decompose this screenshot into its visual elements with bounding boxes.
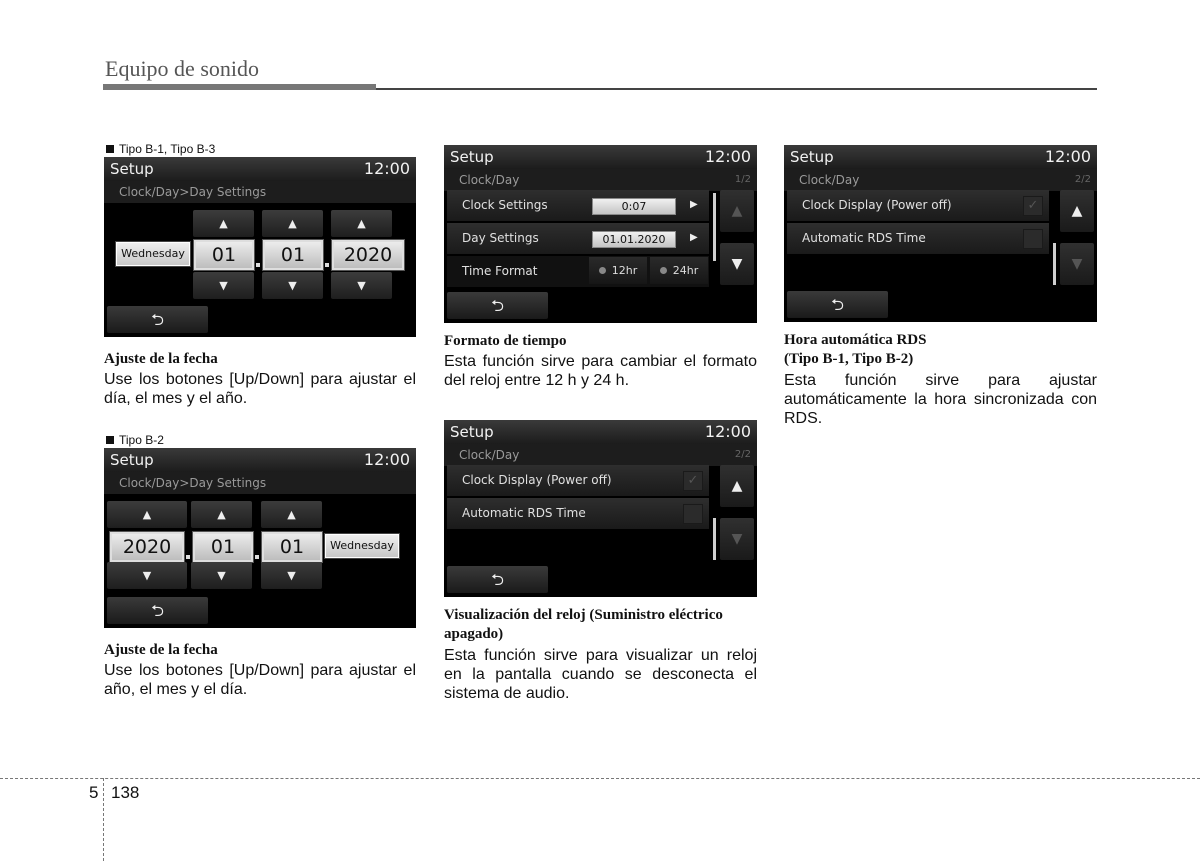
screen-day-settings-b2 [104, 448, 416, 628]
scroll-up-button[interactable]: ▲ [1060, 190, 1094, 232]
square-bullet-icon [106, 436, 114, 444]
screen-clock: 12:00 [363, 159, 410, 178]
day-down-button[interactable]: ▼ [261, 562, 322, 589]
radio-dot-icon [599, 267, 606, 274]
separator-dot [256, 263, 260, 267]
page-header-title: Equipo de sonido [105, 56, 259, 81]
year-down-button[interactable]: ▼ [107, 562, 187, 589]
menu-row-rds-time[interactable]: Automatic RDS Time [787, 223, 1049, 254]
year-field[interactable]: 2020 [110, 532, 184, 562]
page-indicator: 2/2 [1074, 174, 1091, 185]
separator-dot [325, 263, 329, 267]
caption-tipo-b1-b3: Tipo B-1, Tipo B-3 [106, 142, 215, 156]
day-field[interactable]: 01 [194, 240, 254, 270]
screen-clock-day-rds [784, 145, 1097, 322]
menu-row-day-settings[interactable]: Day Settings 01.01.2020 ▶ [447, 223, 709, 254]
screen-clock: 12:00 [363, 450, 410, 469]
screen-clock-day-1 [444, 145, 757, 323]
screen-title: Setup [450, 148, 494, 166]
section-body: Esta función sirve para ajustar automáticamente la hora sincronizada con RDS. [784, 372, 1097, 427]
section-heading: Ajuste de la fecha [104, 351, 218, 367]
radio-12hr[interactable]: 12hr [589, 257, 647, 284]
clock-value: 0:07 [592, 198, 676, 215]
month-down-button[interactable]: ▼ [191, 562, 252, 589]
screen-day-settings-b1 [104, 157, 416, 337]
back-button[interactable]: ⮌ [447, 566, 548, 593]
screen-title: Setup [110, 451, 154, 469]
year-up-button[interactable]: ▲ [331, 210, 392, 237]
menu-row-time-format: Time Format [447, 256, 709, 287]
header-rule-thin [376, 88, 1097, 90]
screen-clock: 12:00 [1044, 147, 1091, 166]
caption-tipo-b2: Tipo B-2 [106, 433, 164, 447]
menu-row-clock-display[interactable]: Clock Display (Power off) ✓ [787, 190, 1049, 221]
scroll-up-button[interactable]: ▲ [720, 190, 754, 232]
section-heading: Hora automática RDS [784, 332, 927, 348]
breadcrumb: Clock/Day>Day Settings [119, 476, 267, 490]
year-up-button[interactable]: ▲ [107, 501, 187, 528]
month-field[interactable]: 01 [193, 532, 253, 562]
day-up-button[interactable]: ▲ [261, 501, 322, 528]
square-bullet-icon [106, 145, 114, 153]
scroll-up-button[interactable]: ▲ [720, 465, 754, 507]
chapter-number: 5 [89, 783, 99, 802]
section-heading: Visualización del reloj (Suministro eléctrico apagado) [444, 607, 723, 642]
weekday-field[interactable]: Wednesday [325, 534, 399, 558]
screen-title: Setup [790, 148, 834, 166]
back-button[interactable]: ⮌ [107, 306, 208, 333]
screen-title: Setup [110, 160, 154, 178]
submenu-title: Clock/Day [459, 173, 520, 187]
day-field[interactable]: 01 [262, 532, 322, 562]
screen-clock-day-2 [444, 420, 757, 597]
checkbox-checked-icon[interactable]: ✓ [1023, 196, 1043, 216]
checkbox-icon[interactable] [1023, 229, 1043, 249]
scroll-down-button[interactable]: ▼ [720, 518, 754, 560]
month-field[interactable]: 01 [263, 240, 323, 270]
scrollbar[interactable] [713, 518, 716, 560]
back-button[interactable]: ⮌ [447, 292, 548, 319]
year-field[interactable]: 2020 [332, 240, 404, 270]
header-rule-thick [103, 84, 376, 90]
section-body: Esta función sirve para visualizar un reloj en la pantalla cuando se desconecta el sistema de audio. [444, 647, 757, 702]
month-up-button[interactable]: ▲ [191, 501, 252, 528]
checkbox-icon[interactable] [683, 504, 703, 524]
screen-clock: 12:00 [704, 422, 751, 441]
section-heading: Formato de tiempo [444, 333, 567, 349]
month-up-button[interactable]: ▲ [262, 210, 323, 237]
menu-row-clock-display[interactable]: Clock Display (Power off) ✓ [447, 465, 709, 496]
radio-24hr[interactable]: 24hr [650, 257, 708, 284]
day-down-button[interactable]: ▼ [193, 272, 254, 299]
play-arrow-icon: ▶ [690, 199, 698, 210]
year-down-button[interactable]: ▼ [331, 272, 392, 299]
scroll-down-button[interactable]: ▼ [720, 243, 754, 285]
separator-dot [186, 555, 190, 559]
weekday-field[interactable]: Wednesday [116, 242, 190, 266]
page-number: 138 [111, 783, 140, 802]
scrollbar[interactable] [713, 193, 716, 261]
section-subheading: (Tipo B-1, Tipo B-2) [784, 351, 914, 367]
checkbox-checked-icon[interactable]: ✓ [683, 471, 703, 491]
page-indicator: 1/2 [734, 174, 751, 185]
back-button[interactable]: ⮌ [107, 597, 208, 624]
section-heading: Ajuste de la fecha [104, 642, 218, 658]
breadcrumb: Clock/Day>Day Settings [119, 185, 267, 199]
page-indicator: 2/2 [734, 449, 751, 460]
screen-clock: 12:00 [704, 147, 751, 166]
footer-vertical-divider [103, 778, 104, 861]
scroll-down-button[interactable]: ▼ [1060, 243, 1094, 285]
separator-dot [255, 555, 259, 559]
submenu-title: Clock/Day [459, 448, 520, 462]
scrollbar[interactable] [1053, 243, 1056, 285]
date-value: 01.01.2020 [592, 231, 676, 248]
section-body: Use los botones [Up/Down] para ajustar el año, el mes y el día. [104, 662, 416, 698]
section-body: Esta función sirve para cambiar el formato del reloj entre 12 h y 24 h. [444, 353, 757, 389]
menu-row-clock-settings[interactable]: Clock Settings 0:07 ▶ [447, 190, 709, 221]
menu-row-rds-time[interactable]: Automatic RDS Time [447, 498, 709, 529]
play-arrow-icon: ▶ [690, 232, 698, 243]
back-button[interactable]: ⮌ [787, 291, 888, 318]
footer-divider [0, 778, 1200, 779]
screen-title: Setup [450, 423, 494, 441]
radio-dot-icon [660, 267, 667, 274]
section-body: Use los botones [Up/Down] para ajustar el día, el mes y el año. [104, 371, 416, 407]
submenu-title: Clock/Day [799, 173, 860, 187]
day-up-button[interactable]: ▲ [193, 210, 254, 237]
month-down-button[interactable]: ▼ [262, 272, 323, 299]
